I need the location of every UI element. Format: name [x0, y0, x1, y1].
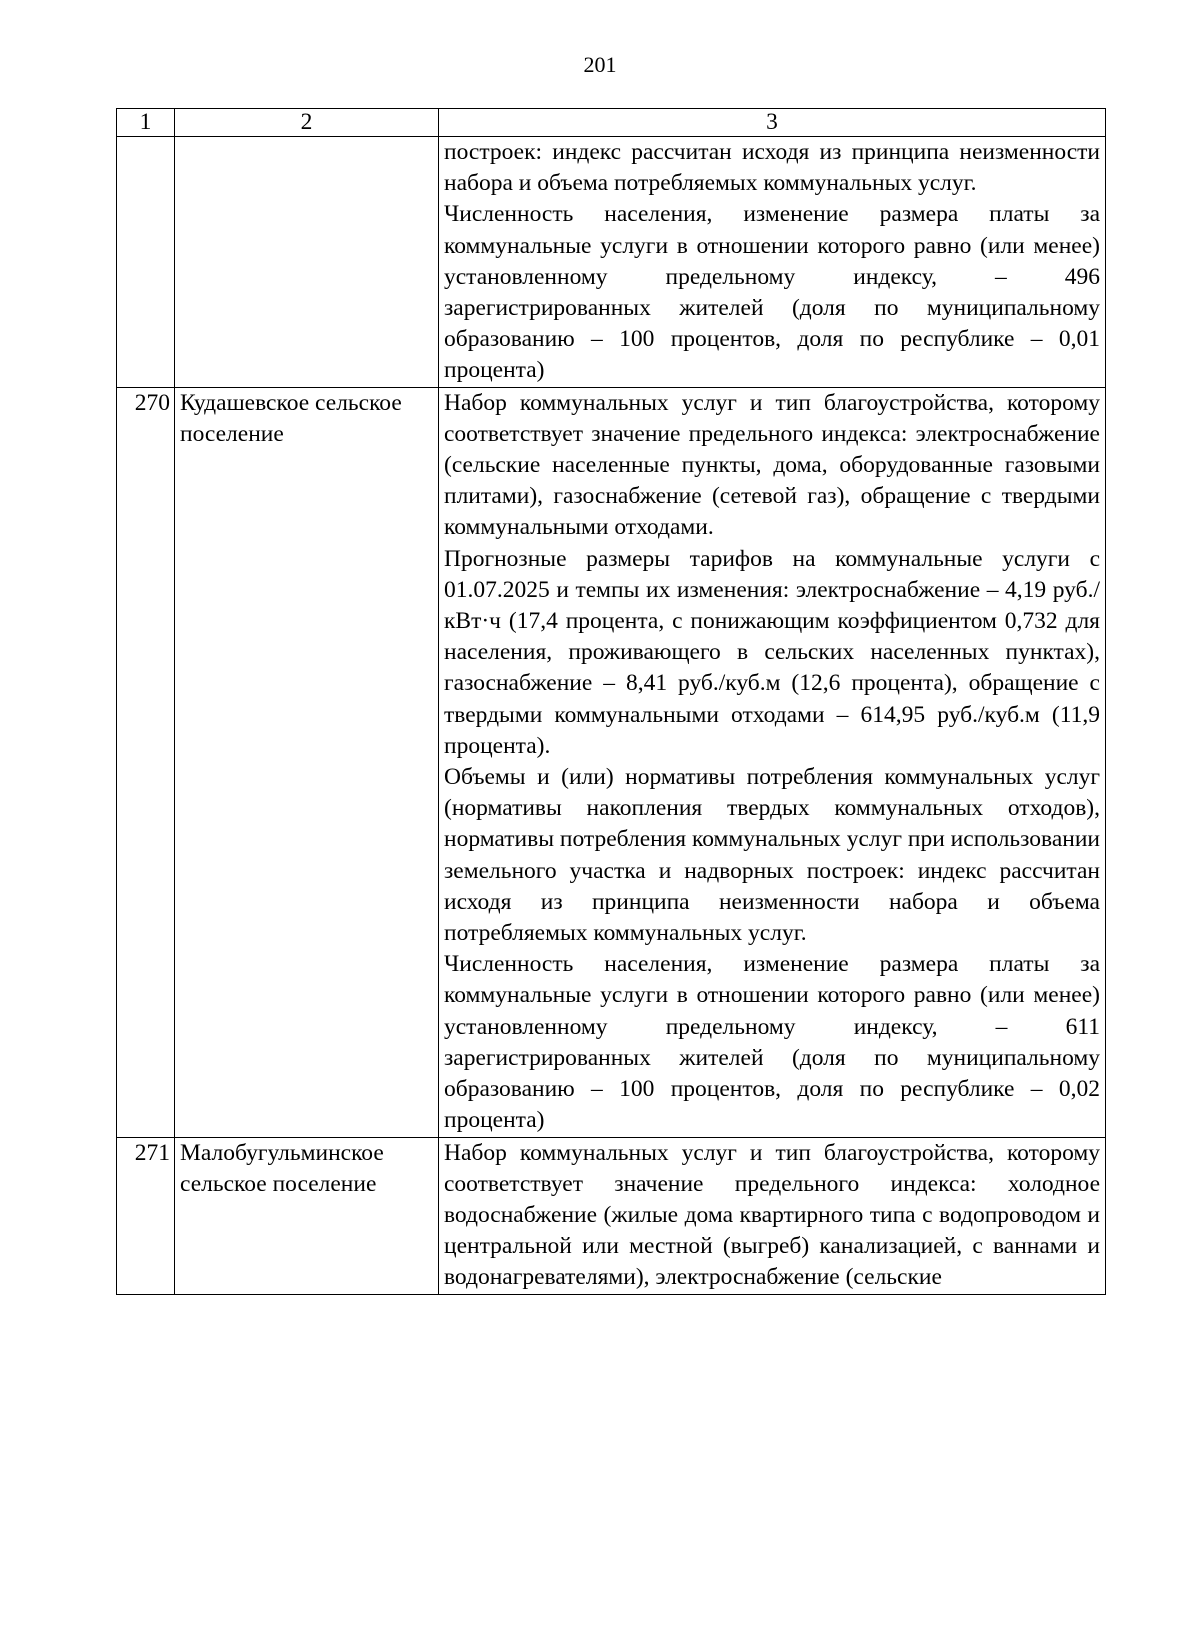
table-row [117, 1137, 1106, 1294]
row-number: 271 [117, 1137, 175, 1294]
description-paragraph: Набор коммунальных услуг и тип благоустройства, которому соответствует значение предельного индекса: электроснабжение (сельские населенные пункты, дома, оборудованные газовыми плитами), газоснабжение (сетевой газ), обращение с твердыми коммунальными отходами. [444, 389, 1100, 541]
description-paragraph: Прогнозные размеры тарифов на коммунальные услуги с 01.07.2025 и темпы их изменения: электроснабжение – 4,19 руб./кВт·ч (17,4 процента, с понижающим коэффициентом 0,732 для населения, проживающего в сельских населенных пунктах), газоснабжение – 8,41 руб./куб.м (12,6 процента), обращение с твердыми коммунальными отходами – 614,95 руб./куб.м (11,9 процента). [444, 545, 1100, 759]
column-header-2: 2 [175, 109, 439, 137]
row-number [117, 137, 175, 388]
settlement-name: Малобугульминское сельское поселение [175, 1137, 439, 1294]
column-header-1: 1 [117, 109, 175, 137]
page-number: 201 [583, 52, 617, 77]
description-paragraph: построек: индекс рассчитан исходя из принципа неизменности набора и объема потребляемых коммунальных услуг. [444, 139, 1100, 197]
row-description [439, 137, 1106, 388]
row-number: 270 [117, 387, 175, 1137]
table-row [117, 137, 1106, 388]
description-paragraph: Набор коммунальных услуг и тип благоустройства, которому соответствует значение предельного индекса: холодное водоснабжение (жилые дома квартирного типа с водопроводом и центральной или местной (выгреб) канализацией, с ваннами и водонагревателями), электроснабжение (сельские [444, 1139, 1100, 1291]
document-table [116, 108, 1106, 1295]
table-header-row [117, 109, 1106, 137]
settlement-name [175, 137, 439, 388]
row-description [439, 387, 1106, 1137]
description-paragraph: Численность населения, изменение размера платы за коммунальные услуги в отношении которого равно (или менее) установленному предельному индексу, – 611 зарегистрированных жителей (доля по муниципальному образованию – 100 процентов, доля по республике – 0,02 процента) [444, 951, 1100, 1134]
description-paragraph: Численность населения, изменение размера платы за коммунальные услуги в отношении которого равно (или менее) установленному предельному индексу, – 496 зарегистрированных жителей (доля по муниципальному образованию – 100 процентов, доля по республике – 0,01 процента) [444, 201, 1100, 384]
row-description [439, 1137, 1106, 1294]
settlement-name: Кудашевское сельское поселение [175, 387, 439, 1137]
description-paragraph: Объемы и (или) нормативы потребления коммунальных услуг (нормативы накопления твердых коммунальных отходов), нормативы потребления коммунальных услуг при использовании земельного участка и надворных построек: индекс рассчитан исходя из принципа неизменности набора и объема потребляемых коммунальных услуг. [444, 764, 1100, 947]
table-row [117, 387, 1106, 1137]
column-header-3: 3 [439, 109, 1106, 137]
